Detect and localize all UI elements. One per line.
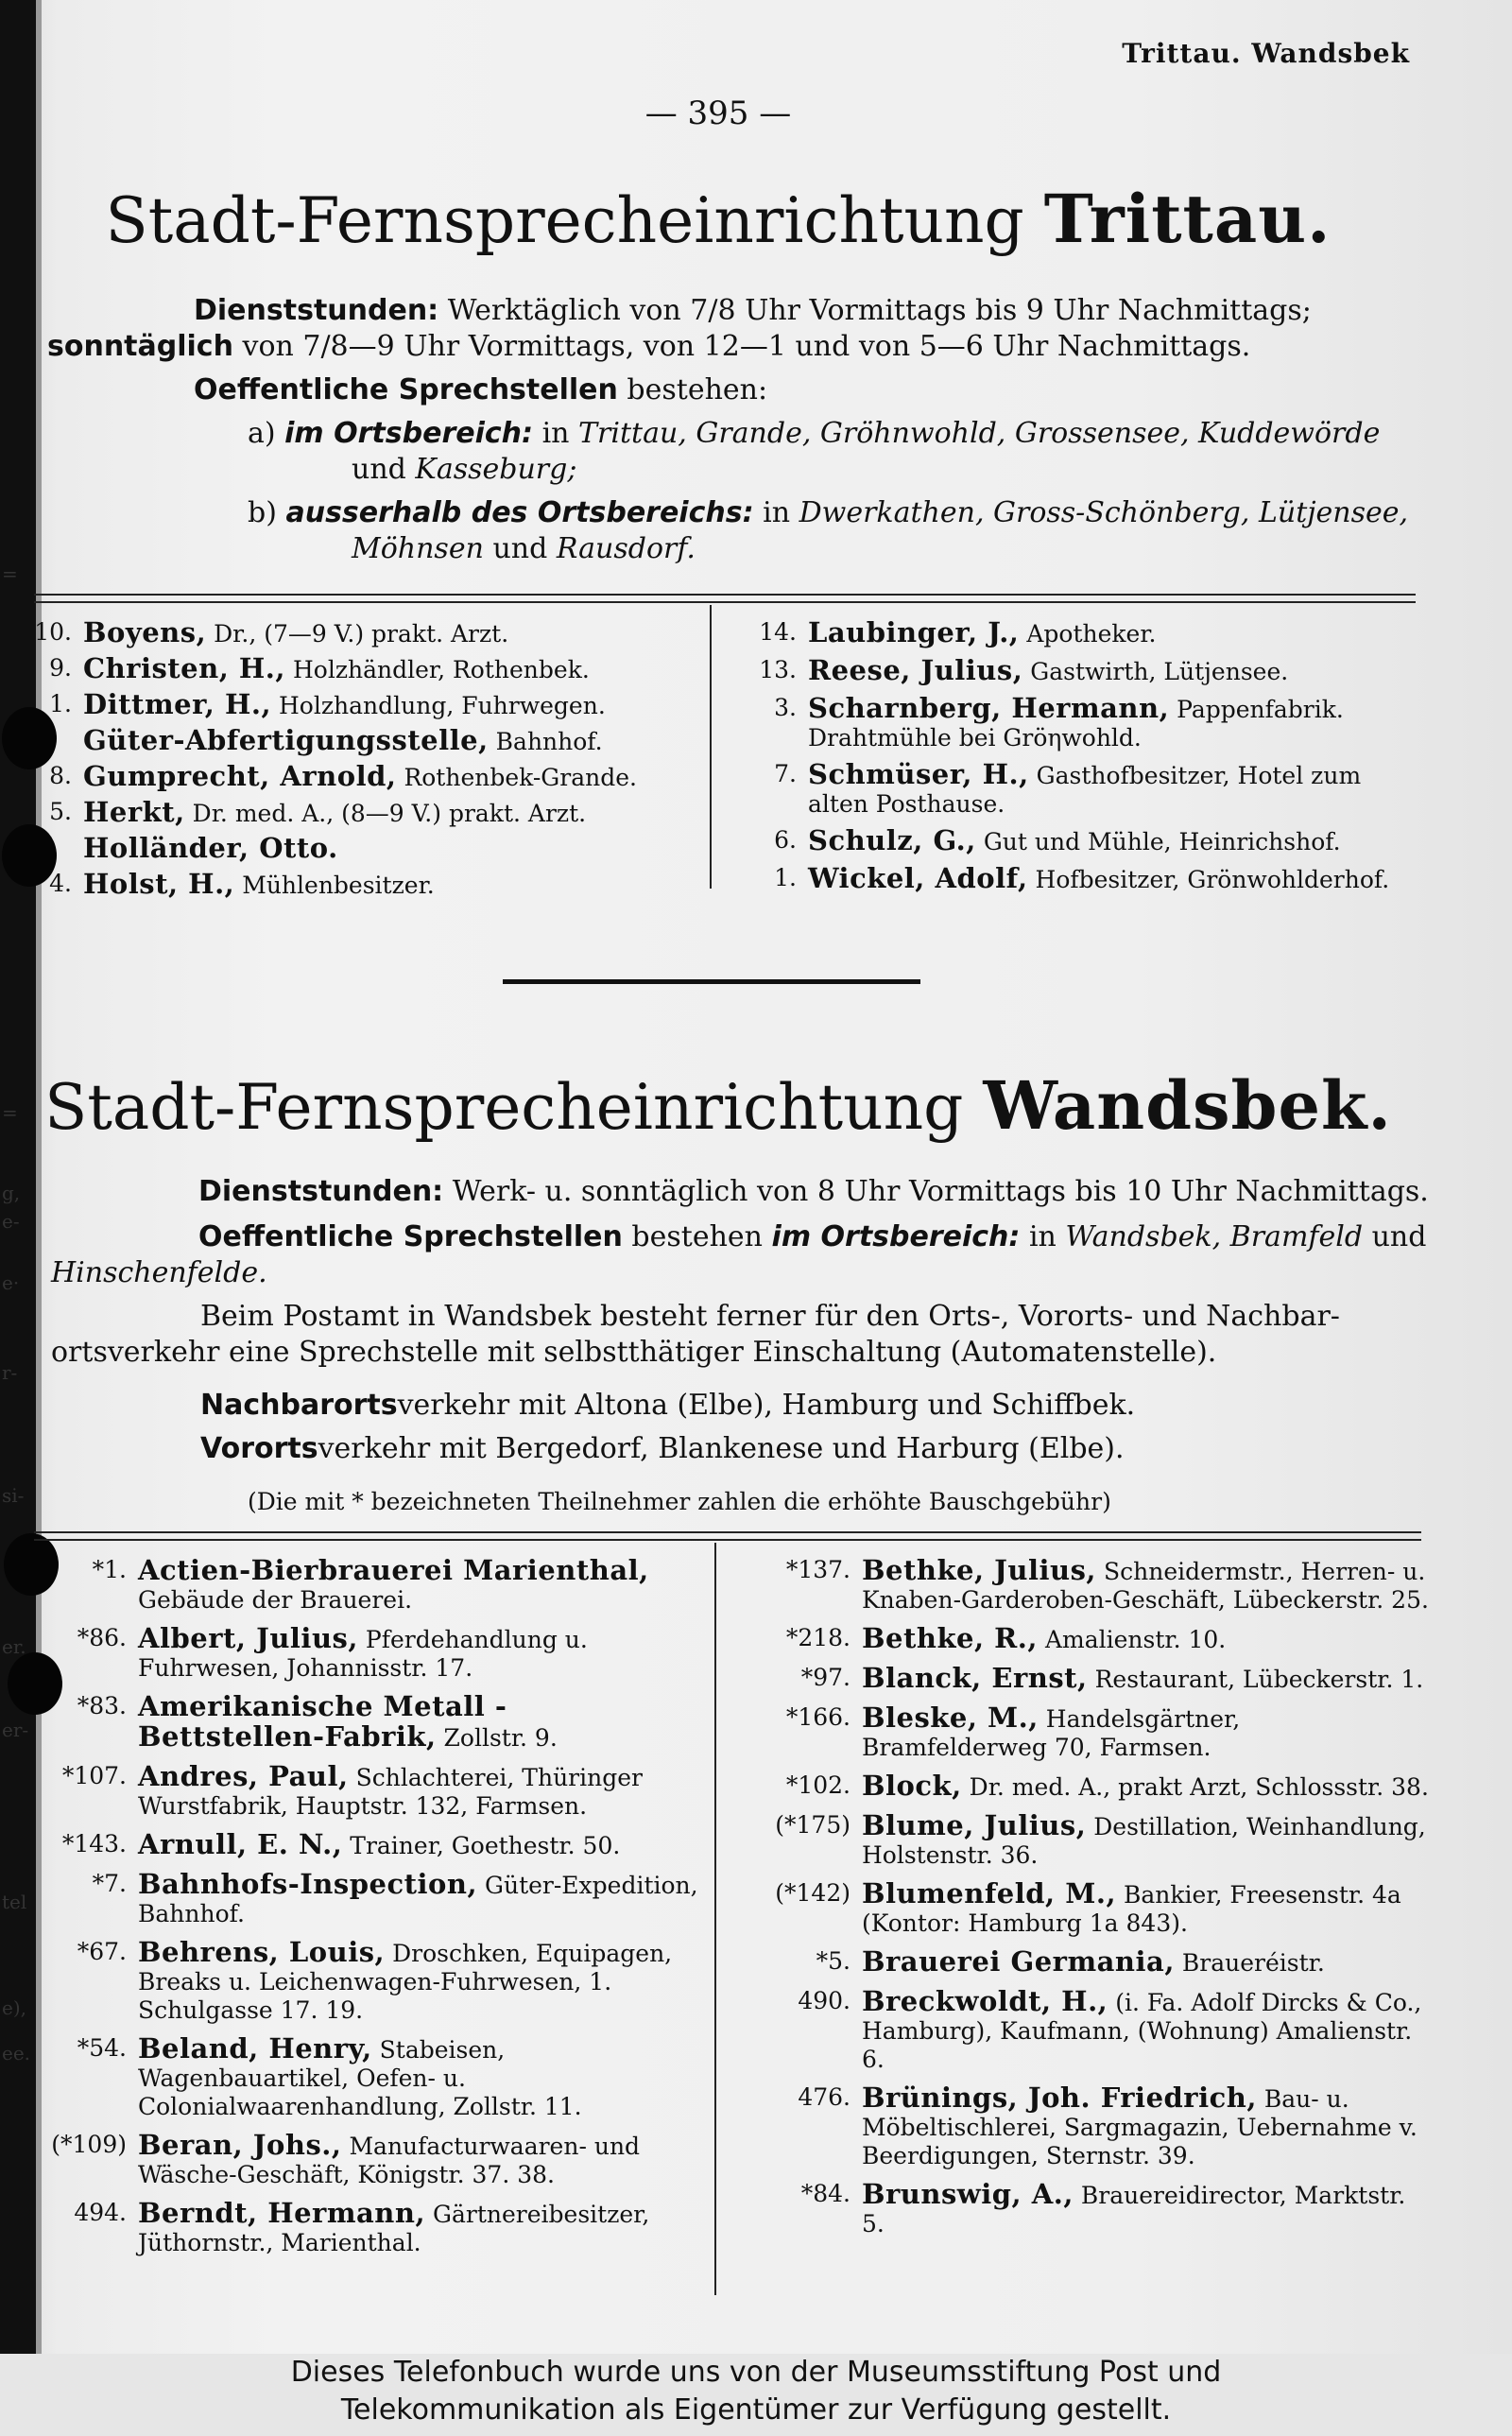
entry-name: Beran, Johs., xyxy=(138,2129,342,2161)
wandsbek-hours xyxy=(198,1174,1429,1210)
public-suffix: bestehen: xyxy=(627,373,768,406)
entry-number: *83. xyxy=(77,1692,127,1719)
entry-description: Dr. med. A., (8—9 V.) prakt. Arzt. xyxy=(192,800,587,827)
entry-description: Bau- u. Möbeltischlerei, Sargmagazin, Uebernahme v. Beerdigungen, Sternstr. 39. xyxy=(862,2085,1418,2169)
entry-description: Gasthofbesitzer, Hotel zum alten Posthause. xyxy=(808,762,1362,818)
entry-name: Laubinger, J., xyxy=(808,616,1020,648)
wandsbek-left-column xyxy=(51,1554,703,2267)
directory-entry xyxy=(785,1702,1429,1762)
directory-entry xyxy=(83,726,697,756)
entry-description: Dr. med. A., prakt Arzt, Schlossstr. 38. xyxy=(969,1773,1429,1801)
entry-name: Blanck, Ernst, xyxy=(862,1662,1088,1694)
directory-entry xyxy=(798,1985,1429,2074)
directory-entry xyxy=(798,2082,1429,2170)
trittau-column-divider xyxy=(710,605,712,889)
entry-number: 1. xyxy=(774,864,797,891)
hours-line1: Werktäglich von 7/8 Uhr Vormittags bis 9 Uhr Nachmittags; xyxy=(447,294,1312,327)
entry-name: Holst, H., xyxy=(83,868,235,900)
ortsbereich-places: Wandsbek, Bramfeld xyxy=(1065,1220,1364,1253)
trittau-hours-line2 xyxy=(47,329,1250,365)
surcharge-note: (Die mit * bezeichneten Theilnehmer zahlen die erhöhte Bauschgebühr) xyxy=(248,1488,1111,1515)
entry-name: Bethke, Julius, xyxy=(862,1554,1097,1586)
directory-entry xyxy=(83,834,697,864)
in-word: in xyxy=(763,496,791,529)
directory-entry xyxy=(92,1554,703,1615)
edge-mark: si- xyxy=(2,1484,25,1507)
entry-number: 13. xyxy=(759,656,797,683)
hours-text: Werk- u. sonntäglich von 8 Uhr Vormittags bis 10 Uhr Nachmittags. xyxy=(452,1175,1429,1208)
vororts-label: Vororts xyxy=(200,1432,318,1465)
directory-entry xyxy=(49,796,697,828)
wandsbek-top-rule xyxy=(34,1531,1421,1541)
entry-number: 3. xyxy=(774,694,797,721)
entry-name: Christen, H., xyxy=(83,652,286,684)
directory-entry xyxy=(34,616,697,648)
entry-description: Gut und Mühle, Heinrichshof. xyxy=(983,828,1341,855)
trittau-title xyxy=(0,180,1436,258)
directory-entry xyxy=(77,1936,703,2025)
entry-name: Actien-Bierbrauerei Marienthal, xyxy=(138,1554,649,1586)
directory-entry xyxy=(49,868,697,900)
entry-name: Brünings, Joh. Friedrich, xyxy=(862,2082,1257,2114)
directory-entry xyxy=(74,2197,703,2257)
trittau-ortsbereich-line2 xyxy=(352,452,576,488)
entry-description: (i. Fa. Adolf Dircks & Co., Hamburg), Kaufmann, (Wohnung) Amalienstr. 6. xyxy=(862,1989,1422,2073)
hours-label: Dienststunden: xyxy=(198,1175,444,1208)
entry-name: Blumenfeld, M., xyxy=(862,1877,1117,1909)
place-kasseburg: Kasseburg; xyxy=(415,453,577,486)
vororts-text: verkehr mit Bergedorf, Blankenese und Harburg (Elbe). xyxy=(318,1432,1125,1465)
directory-entry xyxy=(775,1877,1429,1938)
public-label: Oeffentliche Sprechstellen xyxy=(198,1220,623,1253)
place-rausdorf: Rausdorf. xyxy=(556,532,696,565)
nachbarorts-line xyxy=(200,1388,1135,1424)
entry-description: Brauereidirector, Marktstr. 5. xyxy=(862,2182,1406,2237)
entry-name: Brunswig, A., xyxy=(862,2178,1074,2210)
entry-number: *86. xyxy=(77,1624,127,1651)
entry-name: Reese, Julius, xyxy=(808,654,1023,686)
ausserhalb-label: ausserhalb des Ortsbereichs: xyxy=(285,496,754,529)
entry-name: Andres, Paul, xyxy=(138,1760,349,1792)
entry-description: Apotheker. xyxy=(1026,620,1157,648)
entry-number: 1. xyxy=(49,690,72,717)
marker-b: b) xyxy=(248,496,277,529)
entry-description: Hofbesitzer, Grönwohlderhof. xyxy=(1035,866,1390,893)
und-word: und xyxy=(492,532,548,565)
entry-description: Gebäude der Brauerei. xyxy=(138,1586,413,1614)
entry-name: Herkt, xyxy=(83,796,185,828)
entry-number: (*142) xyxy=(775,1879,850,1907)
directory-entry xyxy=(785,1770,1429,1802)
footer-line1: Dieses Telefonbuch wurde uns von der Museumsstiftung Post und xyxy=(290,2356,1222,2389)
entry-name: Brauerei Germania, xyxy=(862,1945,1175,1978)
entry-name: Block, xyxy=(862,1770,962,1802)
trittau-public-heading xyxy=(194,372,767,408)
directory-entry xyxy=(49,760,697,792)
title-town: Trittau. xyxy=(1043,180,1332,258)
directory-entry xyxy=(77,2032,703,2121)
entry-name: Gumprecht, Arnold, xyxy=(83,760,397,792)
trittau-ortsbereich xyxy=(248,416,1380,452)
entry-description: Amalienstr. 10. xyxy=(1044,1626,1227,1653)
edge-mark: er. xyxy=(2,1635,26,1658)
entry-number: *67. xyxy=(77,1938,127,1965)
directory-entry xyxy=(49,688,697,720)
entry-number: *97. xyxy=(800,1664,850,1691)
ortsbereich-label: im Ortsbereich: xyxy=(284,417,534,450)
directory-entry xyxy=(49,652,697,684)
entry-description: Destillation, Weinhandlung, Holstenstr. 36. xyxy=(862,1813,1426,1869)
edge-mark: e), xyxy=(2,1996,26,2019)
entry-number: *7. xyxy=(92,1870,127,1897)
entry-number: *1. xyxy=(92,1556,127,1583)
entry-name: Wickel, Adolf, xyxy=(808,862,1028,894)
entry-number: *137. xyxy=(785,1556,850,1583)
entry-number: (*175) xyxy=(775,1811,850,1839)
marker-a: a) xyxy=(248,417,276,450)
trittau-ausserhalb-line2 xyxy=(352,531,696,567)
edge-mark: er- xyxy=(2,1719,29,1741)
entry-description: Manufacturwaaren- und Wäsche-Geschäft, Königstr. 37. 38. xyxy=(138,2133,641,2188)
edge-mark: e- xyxy=(2,1210,20,1233)
entry-description: Schneidermstr., Herren- u. Knaben-Garderoben-Geschäft, Lübeckerstr. 25. xyxy=(862,1558,1429,1614)
directory-entry xyxy=(775,1809,1429,1870)
title-prefix: Stadt-Fernsprecheinrichtung xyxy=(44,1071,964,1144)
directory-entry xyxy=(51,2129,703,2189)
trittau-top-rule xyxy=(34,594,1416,603)
edge-mark: e· xyxy=(2,1271,20,1294)
public-mid: bestehen xyxy=(631,1220,763,1253)
ausserhalb-places: Dwerkathen, Gross-Schönberg, Lütjensee, xyxy=(799,496,1409,529)
entry-name: Blume, Julius, xyxy=(862,1809,1087,1841)
entry-number: 10. xyxy=(34,618,72,646)
entry-name: Bahnhofs-Inspection, xyxy=(138,1868,478,1900)
entry-description: Güter-Expedition, Bahnhof. xyxy=(138,1872,698,1927)
wandsbek-right-column xyxy=(775,1554,1429,2248)
entry-number: 9. xyxy=(49,654,72,682)
entry-name: Güter-Abfertigungsstelle, xyxy=(83,724,489,756)
edge-mark: = xyxy=(2,1101,18,1124)
edge-mark: = xyxy=(2,562,18,585)
entry-number: 14. xyxy=(759,618,797,646)
footer-notice xyxy=(0,2354,1512,2436)
wandsbek-public-line2: Hinschenfelde. xyxy=(51,1256,267,1289)
public-label: Oeffentliche Sprechstellen xyxy=(194,373,618,406)
entry-description: Handelsgärtner, Bramfelderweg 70, Farmsen. xyxy=(862,1705,1241,1761)
entry-name: Scharnberg, Hermann, xyxy=(808,692,1170,724)
entry-description: Pferdehandlung u. Fuhrwesen, Johannisstr. 17. xyxy=(138,1626,588,1682)
entry-number: *54. xyxy=(77,2034,127,2062)
entry-number: 7. xyxy=(774,760,797,787)
entry-name: Holländer, Otto. xyxy=(83,832,338,864)
edge-mark: r- xyxy=(2,1361,18,1384)
edge-mark: ee. xyxy=(2,2042,31,2065)
entry-description: Dr., (7—9 V.) prakt. Arzt. xyxy=(214,620,509,648)
entry-name: Boyens, xyxy=(83,616,207,648)
entry-name: Behrens, Louis, xyxy=(138,1936,386,1968)
entry-name: Schulz, G., xyxy=(808,824,976,856)
entry-description: Droschken, Equipagen, Breaks u. Leichenwagen-Fuhrwesen, 1. Schulgasse 17. 19. xyxy=(138,1940,673,2024)
edge-mark: tel xyxy=(2,1891,27,1913)
directory-entry xyxy=(785,1622,1429,1654)
directory-entry xyxy=(774,758,1422,819)
entry-number: *143. xyxy=(61,1830,127,1857)
directory-entry xyxy=(61,1760,703,1821)
trittau-hours xyxy=(194,293,1312,329)
entry-description: Gastwirth, Lütjensee. xyxy=(1030,658,1289,685)
entry-description: Holzhandlung, Fuhrwegen. xyxy=(279,692,606,719)
place-moehnsen: Möhnsen xyxy=(352,532,484,565)
trittau-right-column xyxy=(759,616,1422,902)
directory-entry xyxy=(774,862,1422,894)
directory-entry xyxy=(785,1554,1429,1615)
entry-number: 6. xyxy=(774,826,797,854)
entry-description: Schlachterei, Thüringer Wurstfabrik, Hauptstr. 132, Farmsen. xyxy=(138,1764,643,1820)
directory-entry xyxy=(816,1945,1429,1978)
vororts-line xyxy=(200,1431,1125,1467)
hours-sonntags: sonntäglich xyxy=(47,330,233,363)
directory-entry xyxy=(774,824,1422,856)
entry-description: Trainer, Goethestr. 50. xyxy=(350,1832,621,1859)
entry-name: Bethke, R., xyxy=(862,1622,1038,1654)
entry-description: Holzhändler, Rothenbek. xyxy=(292,656,590,683)
in-word: in xyxy=(1028,1220,1057,1253)
in-word: in xyxy=(541,417,570,450)
entry-number: *107. xyxy=(61,1762,127,1789)
directory-entry xyxy=(800,2178,1429,2238)
ortsbereich-places: Trittau, Grande, Gröhnwohld, Grossensee, Kuddewörde xyxy=(578,417,1381,450)
entry-number: *166. xyxy=(785,1703,850,1731)
entry-name: Schmüser, H., xyxy=(808,758,1029,790)
title-town: Wandsbek. xyxy=(983,1066,1392,1145)
entry-description: Pappenfabrik. Drahtmühle bei Gröηwohld. xyxy=(808,696,1344,752)
footer-line2: Telekommunikation als Eigentümer zur Verfügung gestellt. xyxy=(340,2393,1172,2427)
entry-number: 4. xyxy=(49,870,72,897)
entry-description: Rothenbek-Grande. xyxy=(404,764,637,791)
entry-description: Gärtnereibesitzer, Jüthornstr., Marienthal. xyxy=(138,2201,650,2256)
nachbarorts-text: verkehr mit Altona (Elbe), Hamburg und Schiffbek. xyxy=(397,1389,1136,1422)
hours-line2: von 7/8—9 Uhr Vormittags, von 12—1 und von 5—6 Uhr Nachmittags. xyxy=(242,330,1251,363)
entry-name: Breckwoldt, H., xyxy=(862,1985,1108,2017)
running-header: Trittau. Wandsbek xyxy=(1122,38,1410,69)
entry-number: 5. xyxy=(49,798,72,825)
postamt-line2: ortsverkehr eine Sprechstelle mit selbstthätiger Einschaltung (Automatenstelle). xyxy=(51,1336,1217,1369)
entry-name: Beland, Henry, xyxy=(138,2032,372,2065)
entry-number: (*109) xyxy=(51,2131,127,2158)
directory-entry xyxy=(759,616,1422,648)
entry-number: *84. xyxy=(800,2180,850,2207)
directory-entry xyxy=(77,1690,703,1753)
entry-name: Amerikanische Metall - Bettstellen-Fabrik, xyxy=(138,1690,507,1753)
directory-entry xyxy=(774,692,1422,752)
entry-name: Bleske, M., xyxy=(862,1702,1039,1734)
trittau-left-column xyxy=(34,616,697,906)
wandsbek-column-divider xyxy=(714,1543,716,2295)
entry-name: Arnull, E. N., xyxy=(138,1828,343,1860)
und-word: und xyxy=(352,453,406,486)
wandsbek-public xyxy=(198,1219,1426,1255)
entry-number: 8. xyxy=(49,762,72,789)
spine-edge xyxy=(36,0,42,2354)
entry-number: *218. xyxy=(785,1624,850,1651)
entry-description: Zollstr. 9. xyxy=(443,1724,558,1752)
entry-number: *102. xyxy=(785,1771,850,1799)
directory-entry xyxy=(77,1622,703,1683)
entry-number: 494. xyxy=(74,2199,127,2226)
page-number: — 395 — xyxy=(644,95,792,132)
directory-entry xyxy=(800,1662,1429,1694)
entry-description: Bankier, Freesenstr. 4a (Kontor: Hamburg 1a 843). xyxy=(862,1881,1401,1937)
entry-description: Braueréistr. xyxy=(1181,1949,1325,1977)
ortsbereich-label: im Ortsbereich: xyxy=(771,1220,1021,1253)
edge-mark: g, xyxy=(2,1182,21,1204)
entry-name: Albert, Julius, xyxy=(138,1622,358,1654)
trittau-ausserhalb xyxy=(248,495,1408,531)
entry-number: 490. xyxy=(798,1987,850,2014)
entry-description: Mühlenbesitzer. xyxy=(242,872,435,899)
section-separator xyxy=(503,979,920,984)
entry-description: Bahnhof. xyxy=(495,728,603,755)
entry-name: Berndt, Hermann, xyxy=(138,2197,426,2229)
entry-number: 476. xyxy=(798,2083,850,2111)
directory-entry xyxy=(759,654,1422,686)
directory-entry xyxy=(61,1828,703,1860)
wandsbek-title xyxy=(0,1066,1436,1145)
entry-name: Dittmer, H., xyxy=(83,688,272,720)
directory-entry xyxy=(92,1868,703,1928)
entry-description: Stabeisen, Wagenbauartikel, Oefen- u. Colonialwaarenhandlung, Zollstr. 11. xyxy=(138,2036,582,2120)
nachbarorts-label: Nachbarorts xyxy=(200,1389,398,1422)
hours-label: Dienststunden: xyxy=(194,294,439,327)
entry-number: *5. xyxy=(816,1947,850,1975)
postamt-line1: Beim Postamt in Wandsbek besteht ferner für den Orts-, Vororts- und Nachbar- xyxy=(200,1300,1340,1333)
entry-description: Restaurant, Lübeckerstr. 1. xyxy=(1094,1666,1424,1693)
und-word: und xyxy=(1371,1220,1427,1253)
title-prefix: Stadt-Fernsprecheinrichtung xyxy=(105,184,1024,257)
